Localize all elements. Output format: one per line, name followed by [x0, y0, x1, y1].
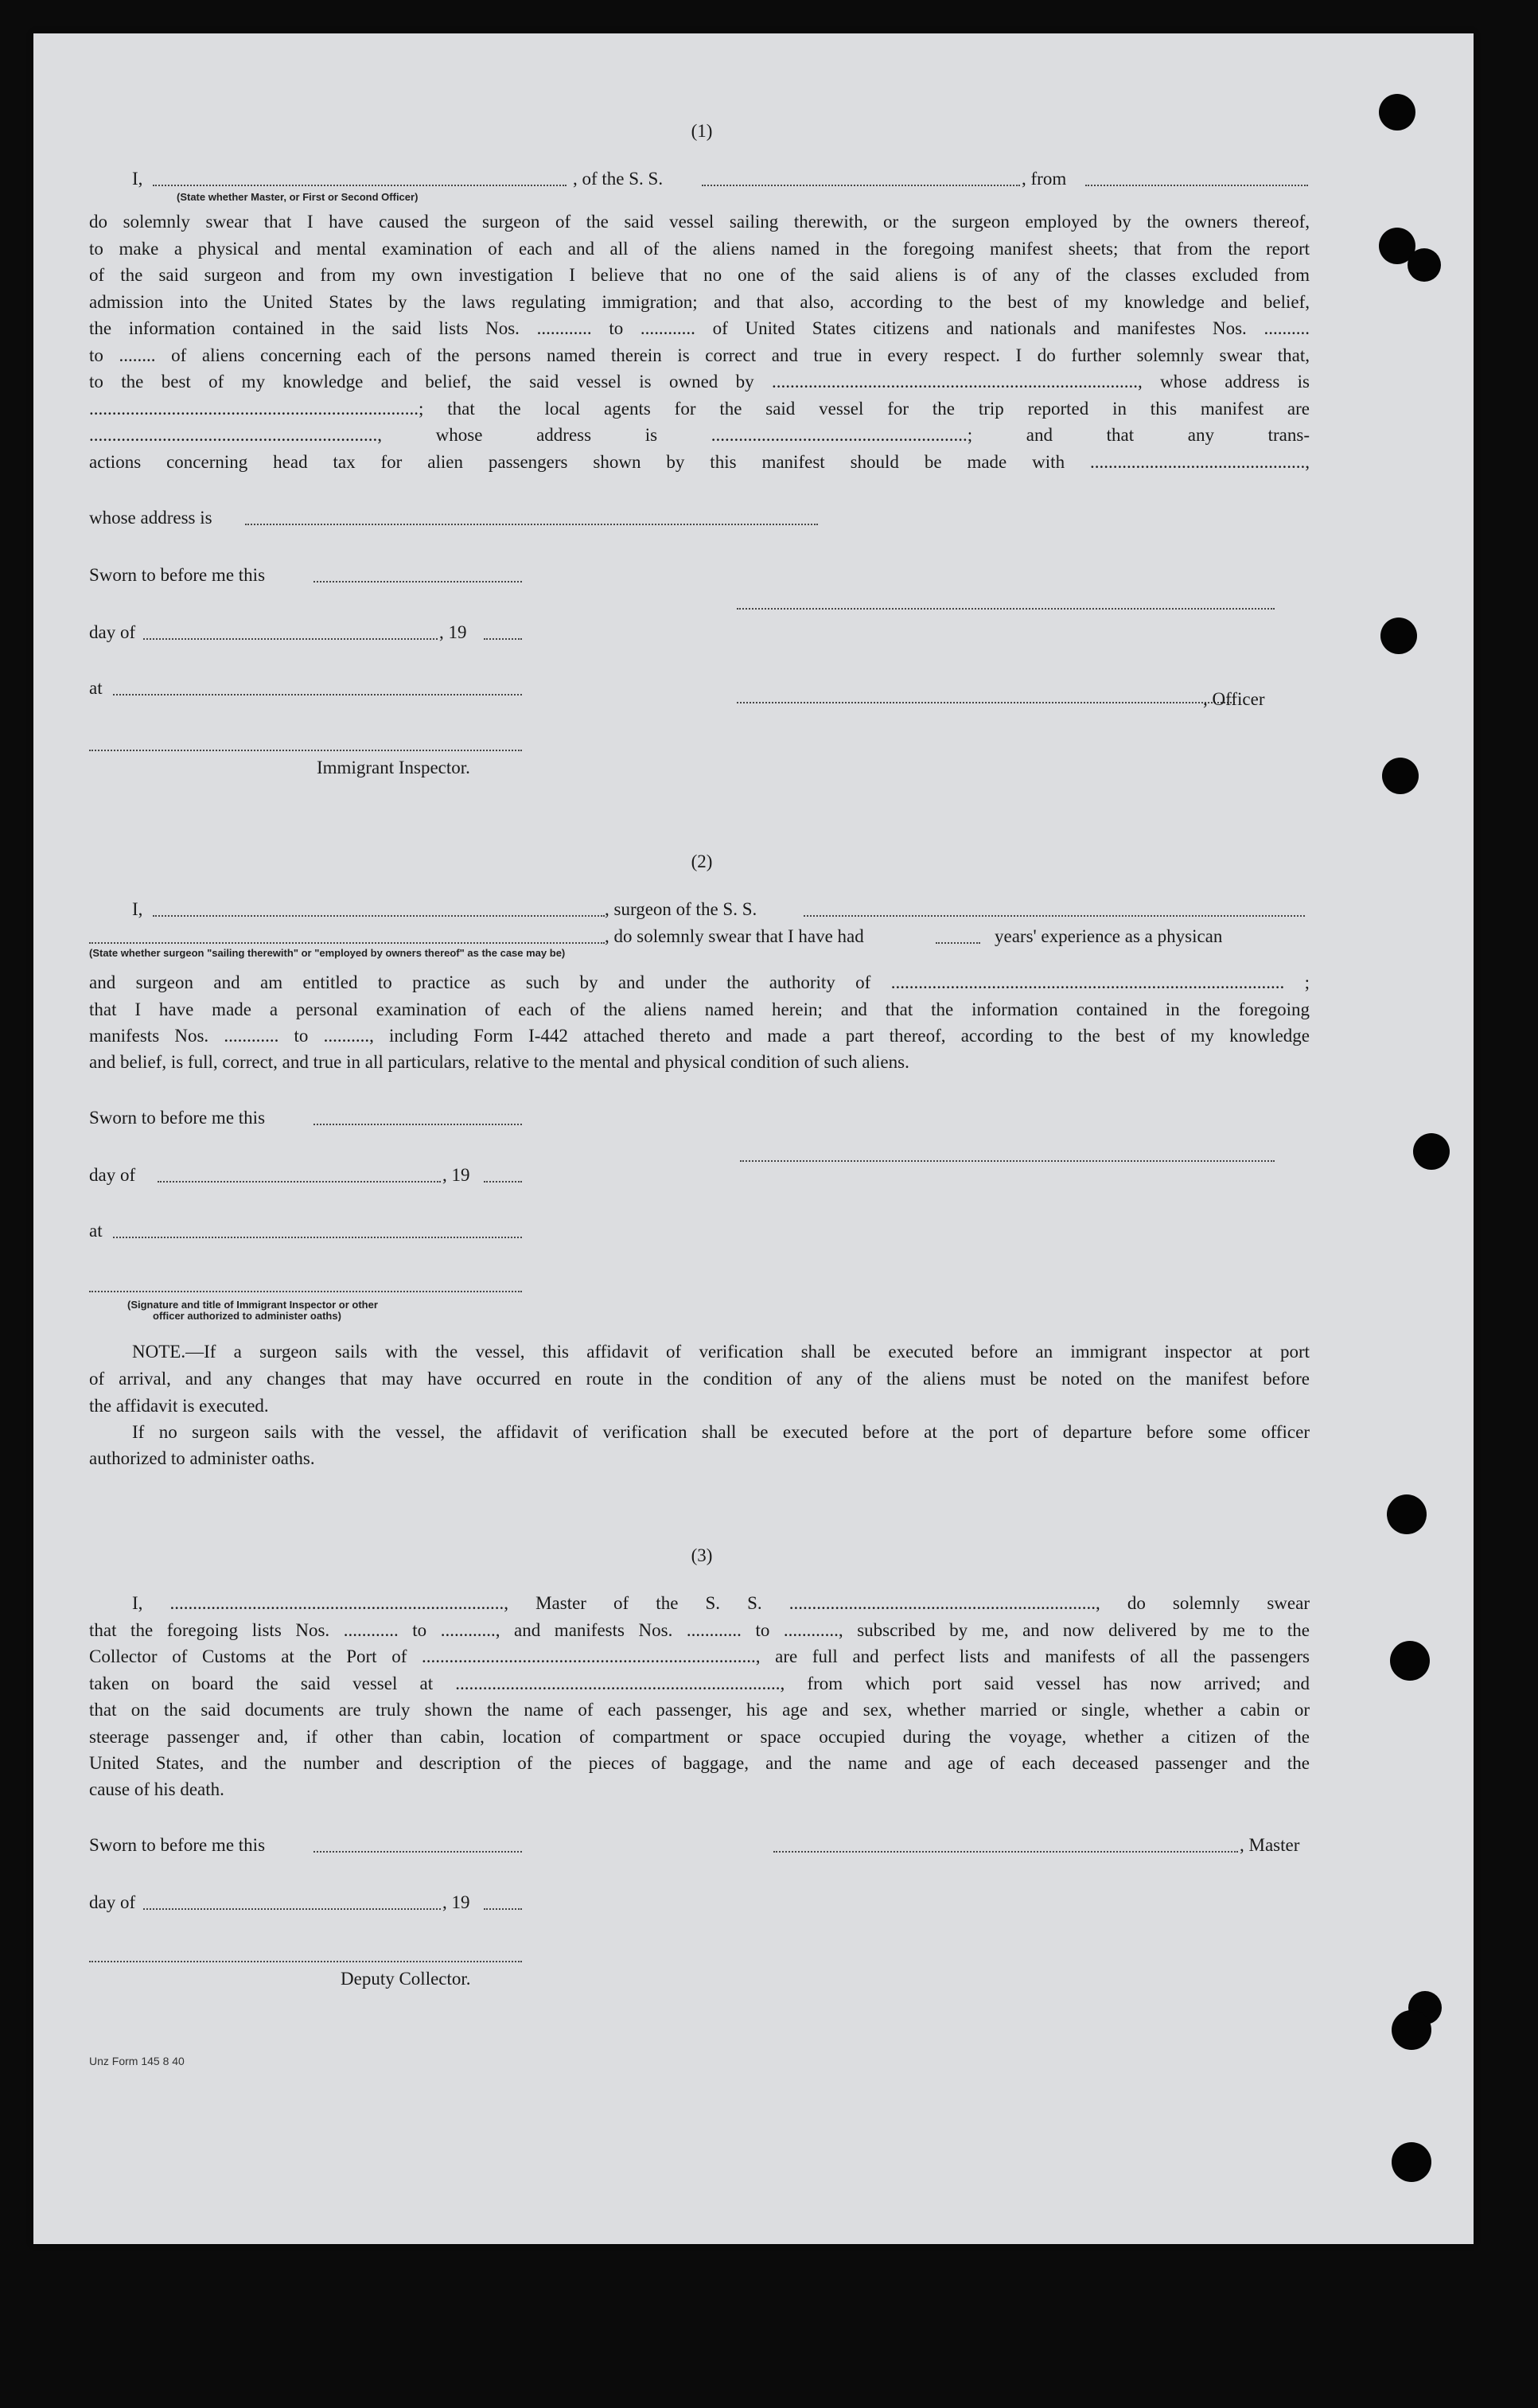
- s2-last-line: and belief, is full, correct, and true in all particulars, relative to the mental and physical condition of such aliens.: [89, 1052, 909, 1072]
- s2-sig-caption-2: officer authorized to administer oaths): [153, 1310, 341, 1322]
- punch-hole: [1387, 1494, 1427, 1534]
- s2-line2-years: years' experience as a physican: [995, 926, 1223, 946]
- s2-note2: [89, 1419, 1310, 1446]
- punch-hole: [1390, 1641, 1430, 1681]
- s3-day-of: day of: [89, 1892, 136, 1912]
- blank-field[interactable]: [245, 524, 818, 525]
- s1-nineteen: , 19: [439, 622, 467, 642]
- document-page: [33, 33, 1474, 2244]
- s1-body-line: do solemnly swear that I have caused the surgeon of the said vessel sailing therewith, or the surgeon employed by the owners thereof,: [89, 212, 1310, 232]
- s3-body-line: United States, and the number and description of the pieces of baggage, and the name and age of each deceased passenger and the: [89, 1753, 1310, 1773]
- s2-note-line: NOTE.—If a surgeon sails with the vessel, this affidavit of verification shall be executed before an immigrant inspector at port: [132, 1342, 1310, 1362]
- deputy-signature-line[interactable]: [89, 1961, 522, 1962]
- s2-line1-i: I,: [132, 899, 143, 919]
- s3-body-line: taken on board the said vessel at ......................................................................., from which port said vessel has now arrived; and: [89, 1673, 1310, 1693]
- blank-field[interactable]: [313, 1851, 522, 1853]
- blank-field[interactable]: [158, 1181, 441, 1183]
- s1-officer-caption: (State whether Master, or First or Second Officer): [177, 191, 419, 203]
- s2-body: [89, 969, 1310, 1050]
- blank-field[interactable]: [804, 915, 1305, 917]
- s2-surgeon-caption: (State whether surgeon "sailing therewith" or "employed by owners thereof" as the case may be): [89, 947, 566, 959]
- s1-sworn: Sworn to before me this: [89, 565, 266, 585]
- officer-signature-line[interactable]: [737, 608, 1275, 610]
- s2-note2-line: If no surgeon sails with the vessel, the affidavit of verification shall be executed before at the port of departure before some officer: [132, 1422, 1310, 1442]
- s2-line1-surgeon: , surgeon of the S. S.: [605, 899, 757, 919]
- inspector-signature-line[interactable]: [89, 1291, 522, 1292]
- blank-field[interactable]: [484, 1181, 522, 1183]
- blank-field[interactable]: [936, 942, 980, 944]
- blank-field[interactable]: [89, 942, 605, 944]
- s3-master: , Master: [1240, 1835, 1300, 1855]
- blank-field[interactable]: [143, 638, 438, 640]
- punch-hole: [1408, 248, 1441, 282]
- s1-body-line: to ........ of aliens concerning each of the persons named therein is correct and true in every respect. I do further solemnly swear that,: [89, 345, 1310, 365]
- s1-body-line: admission into the United States by the laws regulating immigration; and that also, according to the best of my knowledge and belief,: [89, 291, 1310, 312]
- blank-field[interactable]: [1085, 185, 1308, 186]
- s1-body-line: the information contained in the said lists Nos. ............ to ............ of United States citizens and nationals and manifestes Nos. ..........: [89, 318, 1310, 338]
- s2-body-line: manifests Nos. ............ to .........., including Form I-442 attached thereto and made a part thereof, according to the best of my knowledge: [89, 1026, 1310, 1046]
- blank-field[interactable]: [313, 581, 522, 583]
- s2-line2-swear: , do solemnly swear that I have had: [605, 926, 864, 946]
- s2-note2-last: authorized to administer oaths.: [89, 1448, 315, 1468]
- punch-hole: [1382, 758, 1419, 794]
- blank-field[interactable]: [484, 1908, 522, 1910]
- s1-body-line: actions concerning head tax for alien passengers shown by this manifest should be made with ...............................................,: [89, 451, 1310, 472]
- s1-body: [89, 208, 1310, 475]
- officer-signature-line[interactable]: [737, 702, 1235, 703]
- punch-hole: [1379, 94, 1415, 131]
- s2-body-line: and surgeon and am entitled to practice as such by and under the authority of ...................................................................................... ;: [89, 972, 1310, 992]
- s2-note-last: the affidavit is executed.: [89, 1396, 269, 1416]
- s3-body-line: that the foregoing lists Nos. ............ to ............, and manifests Nos. ............ to ............, subscribed by me, and now delivered by me to the: [89, 1619, 1310, 1640]
- s3-last-line: cause of his death.: [89, 1779, 224, 1799]
- s2-day-of: day of: [89, 1165, 136, 1185]
- s1-body-line: ........................................................................; that the local agents for the said vessel for the trip reported in this manifest are: [89, 398, 1310, 419]
- blank-field[interactable]: [113, 1237, 522, 1238]
- s1-whose-address: whose address is: [89, 508, 212, 528]
- inspector-signature-line[interactable]: [89, 750, 522, 751]
- s1-line1-i: I,: [132, 169, 143, 189]
- section-3-heading: (3): [691, 1545, 713, 1565]
- s3-body: [89, 1590, 1310, 1777]
- s2-sworn: Sworn to before me this: [89, 1108, 266, 1128]
- s3-body-line: steerage passenger and, if other than cabin, location of compartment or space occupied during the voyage, whether a citizen of the: [89, 1726, 1310, 1747]
- s3-body-line: I, ........................................................................., Master of the S. S. ..................................................................., do solemnly swear: [132, 1593, 1310, 1613]
- s1-body-line: to make a physical and mental examination of each and all of the aliens named in the foregoing manifest sheets; that from the report: [89, 238, 1310, 259]
- section-1-heading: (1): [691, 121, 713, 141]
- s1-at: at: [89, 678, 103, 698]
- blank-field[interactable]: [702, 185, 1020, 186]
- s1-body-line: to the best of my knowledge and belief, the said vessel is owned by ................................................................................, whose address is: [89, 372, 1310, 392]
- s2-at: at: [89, 1221, 103, 1241]
- s1-body-line: ..............................................................., whose address is ........................................................; and that any trans-: [89, 425, 1310, 445]
- s2-sig-caption-1: (Signature and title of Immigrant Inspector or other: [127, 1299, 378, 1311]
- s1-body-line: of the said surgeon and from my own investigation I believe that no one of the said aliens is of any of the classes excluded from: [89, 265, 1310, 285]
- master-signature-line[interactable]: [773, 1851, 1238, 1853]
- s1-line1-from: , from: [1022, 169, 1067, 189]
- blank-field[interactable]: [153, 185, 567, 186]
- s2-note: [89, 1338, 1310, 1392]
- section-2-heading: (2): [691, 851, 713, 871]
- blank-field[interactable]: [484, 638, 522, 640]
- blank-field[interactable]: [313, 1124, 522, 1125]
- punch-hole: [1392, 2142, 1431, 2182]
- form-number: Unz Form 145 8 40: [89, 2055, 185, 2067]
- s2-note-line: of arrival, and any changes that may have occurred en route in the condition of any of the aliens must be noted on the manifest before: [89, 1368, 1310, 1389]
- s3-body-line: Collector of Customs at the Port of ........................................................................., are full and perfect lists and manifests of all the passengers: [89, 1646, 1310, 1666]
- s2-body-line: that I have made a personal examination of each of the aliens named herein; and that the information contained in the foregoing: [89, 999, 1310, 1019]
- blank-field[interactable]: [143, 1908, 441, 1910]
- s1-officer: , Officer: [1203, 689, 1265, 709]
- s1-day-of: day of: [89, 622, 136, 642]
- blank-field[interactable]: [153, 915, 605, 917]
- s3-sworn: Sworn to before me this: [89, 1835, 266, 1855]
- blank-field[interactable]: [113, 694, 522, 696]
- s1-inspector: Immigrant Inspector.: [317, 758, 470, 777]
- s2-nineteen: , 19: [442, 1165, 470, 1185]
- surgeon-signature-line[interactable]: [740, 1160, 1275, 1162]
- punch-hole: [1413, 1133, 1450, 1170]
- s3-body-line: that on the said documents are truly shown the name of each passenger, his age and sex, whether married or single, whether a cabin or: [89, 1700, 1310, 1720]
- s1-line1-vessel: , of the S. S.: [573, 169, 664, 189]
- s3-nineteen: , 19: [442, 1892, 470, 1912]
- punch-hole: [1380, 618, 1417, 654]
- punch-hole: [1392, 2010, 1431, 2050]
- s3-deputy: Deputy Collector.: [341, 1969, 471, 1989]
